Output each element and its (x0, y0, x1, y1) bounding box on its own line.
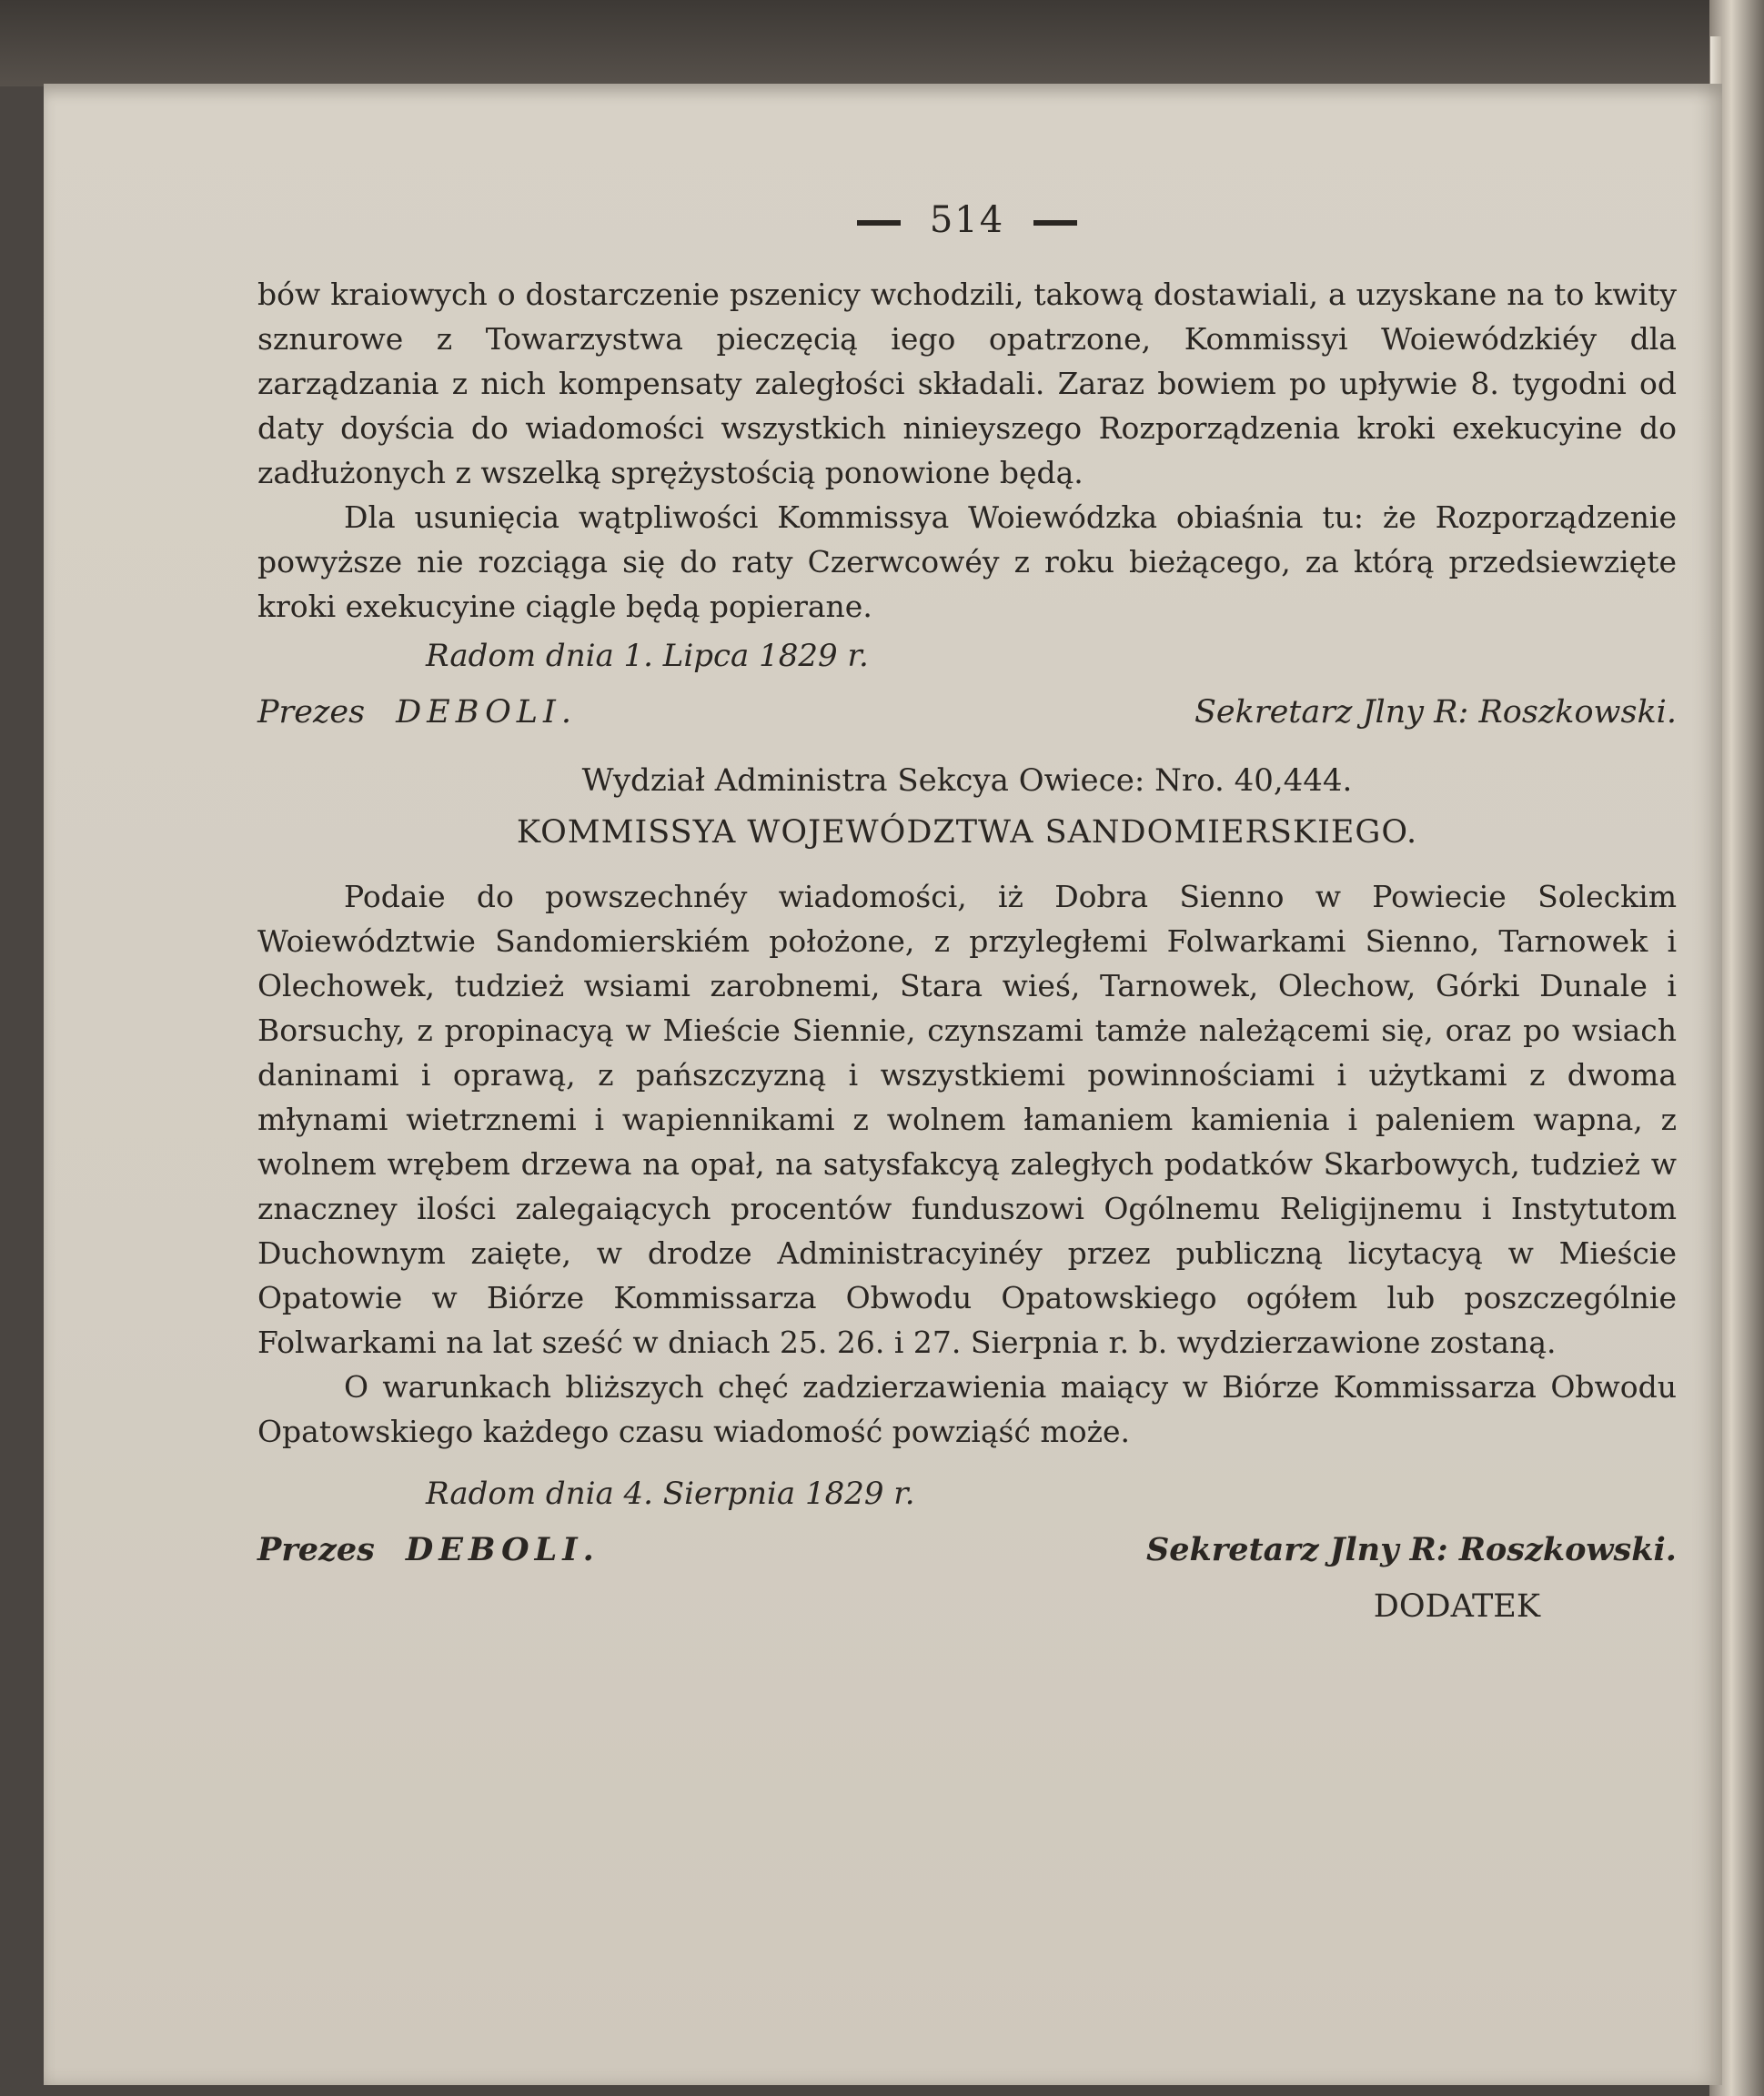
prezes-name: DEBOLI. (405, 1531, 600, 1568)
prezes-name: DEBOLI. (396, 694, 577, 731)
notice-2-signatures (257, 1521, 1677, 1579)
catchword: DODATEK (1373, 1588, 1540, 1625)
notice-2-paragraph-2: O warunkach bliższych chęć zadzierzawienia maiący w Biórze Kommissarza Obwodu Opatowskiego każdego czasu wiadomość powziąść może. (257, 1369, 1677, 1449)
notice-1-signature-sekretarz: Sekretarz Jlny R: Roszkowski. (1194, 694, 1677, 731)
notice-2-signature-prezes (257, 1521, 600, 1579)
notice-2-title: KOMMISSYA WOJEWÓDZTWA SANDOMIERSKIEGO. (516, 814, 1418, 851)
notice-2-paragraph-1: Podaie do powszechnéy wiadomości, iż Dobra Sienno w Powiecie Soleckim Woiewództwie Sandomierskiém położone, z przyległemi Folwarkami Sienno, Tarnowek i Olechowek, tudzież wsiami zarobnemi, Stara wieś, Tarnowek, Olechow, Górki Dunale i Borsuchy, z propinacyą w Mieście Siennie, czynszami tamże należącemi się, oraz po wsiach daninami i oprawą, z pańszczyzną i wszystkiemi powinnościami i użytkami z dwoma młynami wietrznemi i wapiennikami z wolnem łamaniem kamienia i paleniem wapna, z wolnem wrębem drzewa na opał, na satysfakcyą zaległych podatków Skarbowych, tudzież w znaczney ilości zalegaiących procentów funduszowi Ogólnemu Religijnemu i Instytutom Duchownym zaięte, w drodze Administracyinéy przez publiczną licytacyą w Mieście Opatowie w Biórze Kommissarza Obwodu Opatowskiego ogółem lub poszczególnie Folwarkami na lat sześć w dniach 25. 26. i 27. Sierpnia r. b. wydzierzawione zostaną. (257, 879, 1677, 1360)
notice-1-date: Radom dnia 1. Lipca 1829 r. (426, 638, 869, 674)
scan-backdrop-top (0, 0, 1764, 86)
notice-2-date: Radom dnia 4. Sierpnia 1829 r. (426, 1476, 915, 1512)
prezes-label: Prezes (257, 1531, 375, 1568)
notice-2-signature-sekretarz: Sekretarz Jlny R: Roszkowski. (1145, 1531, 1677, 1568)
page-number-dash-left (857, 220, 901, 226)
page-number-dash-right (1033, 220, 1077, 226)
notice-2-section-heading: Wydział Administra Sekcya Owiece: Nro. 40,444. (581, 762, 1353, 799)
notice-1-signature-prezes (257, 683, 577, 741)
page-number: 514 (929, 199, 1005, 241)
page-number-line (257, 199, 1677, 241)
prezes-label: Prezes (257, 694, 366, 731)
notice-1-signatures (257, 683, 1677, 741)
document-page (44, 84, 1722, 2085)
page-content (257, 188, 1677, 1634)
notice-1-paragraph-1: bów kraiowych o dostarczenie pszenicy wchodzili, takową dostawiali, a uzyskane na to kwity sznurowe z Towarzystwa pieczęcią iego opatrzone, Kommissyi Woiewódzkiéy dla zarządzania z nich kompensaty zaległości składali. Zaraz bowiem po upływie 8. tygodni od daty doyścia do wiadomości wszystkich ninieyszego Rozporządzenia kroki exekucyine do zadłużonych z wszelką sprężystością ponowione będą. (257, 277, 1677, 490)
notice-1-paragraph-2: Dla usunięcia wątpliwości Kommissya Woiewódzka obiaśnia tu: że Rozporządzenie powyższe nie rozciąga się do raty Czerwcowéy z roku bieżącego, za którą przedsiewzięte kroki exekucyine ciągle będą popierane. (257, 499, 1677, 624)
